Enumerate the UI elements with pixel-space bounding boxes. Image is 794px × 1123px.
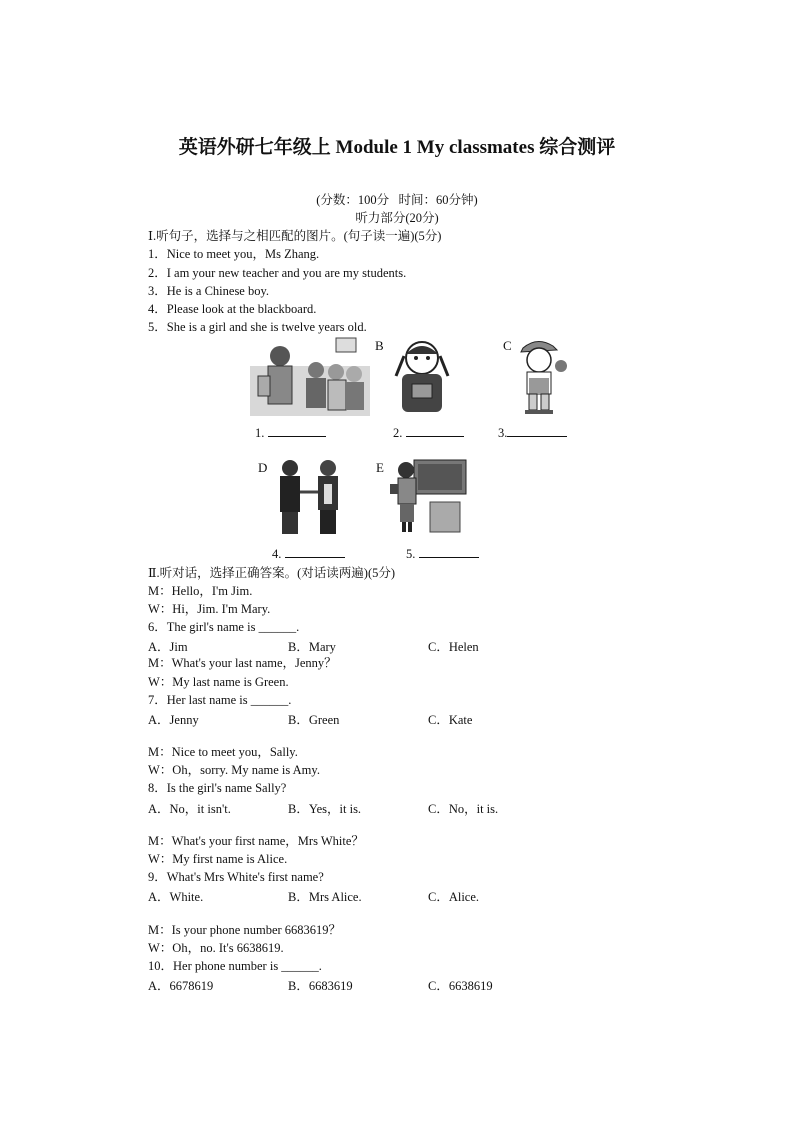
q7-option-a[interactable]: A．Jenny [148,713,199,727]
sentence-5: 5．She is a girl and she is twelve years old. [148,320,367,334]
answer-1[interactable]: 1. [255,424,326,441]
q6-option-c[interactable]: C．Helen [428,640,479,654]
q8-option-a[interactable]: A．No，it isn't. [148,802,231,816]
answer-2[interactable]: 2. [393,424,464,441]
dialog3-line2: W：Oh，sorry. My name is Amy. [148,763,320,777]
q6-option-a[interactable]: A．Jim [148,640,188,654]
picture-label-e: E [376,460,384,475]
part1-heading: Ⅰ.听句子，选择与之相匹配的图片。(句子读一遍)(5分) [148,229,442,243]
dialog5-line1: M：Is your phone number 6683619？ [148,923,342,937]
answer-5[interactable]: 5. [406,545,479,562]
picture-e-teacher-blackboard [388,456,468,536]
listening-section-title: 听力部分(20分) [355,211,439,225]
sentence-1: 1．Nice to meet you，Ms Zhang. [148,247,320,261]
q6-option-b[interactable]: B．Mary [288,640,336,654]
question-8: 8．Is the girl's name Sally? [148,781,287,795]
q10-option-a[interactable]: A．6678619 [148,979,214,993]
dialog2-line1: M：What's your last name，Jenny？ [148,656,337,670]
answer-4[interactable]: 4. [272,545,345,562]
sentence-4: 4．Please look at the blackboard. [148,302,317,316]
dialog1-line1: M：Hello，I'm Jim. [148,584,253,598]
sentence-3: 3．He is a Chinese boy. [148,284,270,298]
page-title: 英语外研七年级上 Module 1 My classmates 综合测评 [178,137,616,158]
q8-option-b[interactable]: B．Yes，it is. [288,802,362,816]
q8-option-c[interactable]: C．No，it is. [428,802,499,816]
score-time: (分数：100分 时间：60分钟) [316,193,478,207]
question-10: 10．Her phone number is ______. [148,959,322,973]
dialog5-line2: W：Oh，no. It's 6638619. [148,941,284,955]
picture-label-d: D [258,460,268,475]
dialog4-line2: W：My first name is Alice. [148,852,288,866]
question-7: 7．Her last name is ______. [148,693,292,707]
answer-3[interactable]: 3. [498,424,567,441]
dialog4-line1: M：What's your first name，Mrs White？ [148,834,364,848]
q9-option-c[interactable]: C．Alice. [428,890,480,904]
question-9: 9．What's Mrs White's first name? [148,870,324,884]
q9-option-a[interactable]: A．White. [148,890,204,904]
question-6: 6．The girl's name is ______. [148,620,300,634]
picture-b-girl [382,336,462,416]
q10-option-b[interactable]: B．6683619 [288,979,353,993]
q10-option-c[interactable]: C．6638619 [428,979,493,993]
q7-option-b[interactable]: B．Green [288,713,340,727]
picture-a-teacher-students [250,336,370,416]
picture-d-two-women [270,456,350,536]
part2-heading: Ⅱ.听对话，选择正确答案。(对话读两遍)(5分) [148,566,396,580]
dialog2-line2: W：My last name is Green. [148,675,289,689]
picture-c-boy [505,336,575,416]
picture-label-c: C [503,338,512,353]
dialog3-line1: M：Nice to meet you，Sally. [148,745,298,759]
q9-option-b[interactable]: B．Mrs Alice. [288,890,362,904]
dialog1-line2: W：Hi，Jim. I'm Mary. [148,602,271,616]
picture-label-b: B [375,338,384,353]
sentence-2: 2．I am your new teacher and you are my students. [148,266,407,280]
q7-option-c[interactable]: C．Kate [428,713,473,727]
